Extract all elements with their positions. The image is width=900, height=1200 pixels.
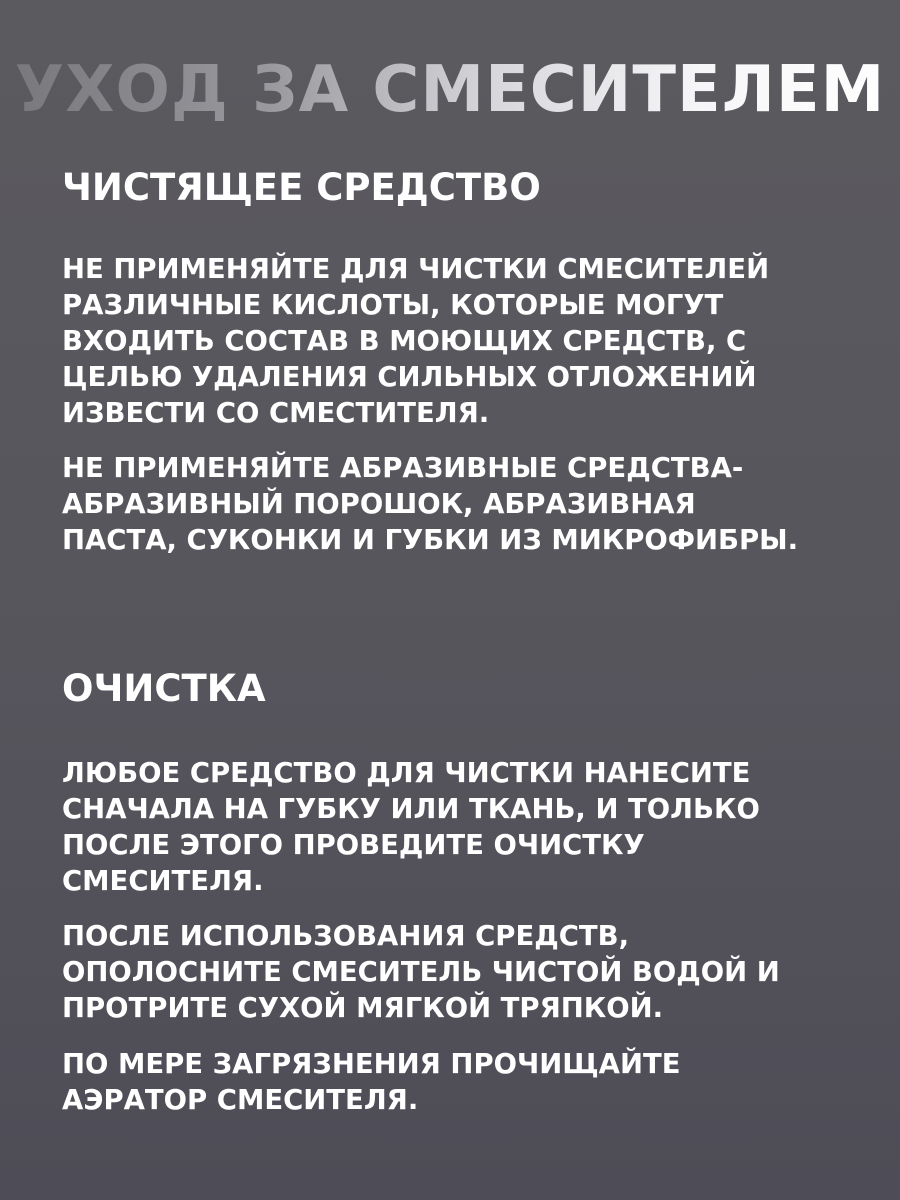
- text-line: ИЗВЕСТИ СО СМЕСТИТЕЛЯ.: [62, 397, 490, 429]
- page-title: УХОД ЗА СМЕСИТЕЛЕМ: [0, 48, 900, 132]
- text-line: ПОСЛЕ ИСПОЛЬЗОВАНИЯ СРЕДСТВ,: [62, 920, 630, 952]
- text-line: ПРОТРИТЕ СУХОЙ МЯГКОЙ ТРЯПКОЙ.: [62, 992, 664, 1024]
- text-line: НЕ ПРИМЕНЯЙТЕ ДЛЯ ЧИСТКИ СМЕСИТЕЛЕЙ: [62, 253, 770, 285]
- text-line: АБРАЗИВНЫЙ ПОРОШОК, АБРАЗИВНАЯ: [62, 488, 696, 520]
- paragraph-rinse-and-dry: [62, 918, 862, 1026]
- paragraph-clean-aerator: [62, 1046, 862, 1118]
- section-title-cleaning: ОЧИСТКА: [62, 667, 266, 710]
- text-line: НЕ ПРИМЕНЯЙТЕ АБРАЗИВНЫЕ СРЕДСТВА-: [62, 452, 744, 484]
- section-title-cleaning-agent: ЧИСТЯЩЕЕ СРЕДСТВО: [62, 166, 541, 209]
- paragraph-apply-to-sponge: [62, 755, 862, 899]
- text-line: СМЕСИТЕЛЯ.: [62, 865, 264, 897]
- text-line: ПАСТА, СУКОНКИ И ГУБКИ ИЗ МИКРОФИБРЫ.: [62, 524, 799, 556]
- text-line: АЭРАТОР СМЕСИТЕЛЯ.: [62, 1084, 419, 1116]
- text-line: СНАЧАЛА НА ГУБКУ ИЛИ ТКАНЬ, И ТОЛЬКО: [62, 793, 760, 825]
- text-line: ЛЮБОЕ СРЕДСТВО ДЛЯ ЧИСТКИ НАНЕСИТЕ: [62, 757, 751, 789]
- text-line: ПО МЕРЕ ЗАГРЯЗНЕНИЯ ПРОЧИЩАЙТЕ: [62, 1048, 681, 1080]
- text-line: ПОСЛЕ ЭТОГО ПРОВЕДИТЕ ОЧИСТКУ: [62, 829, 645, 861]
- paragraph-no-abrasives: [62, 450, 862, 558]
- text-line: ВХОДИТЬ СОСТАВ В МОЮЩИХ СРЕДСТВ, С: [62, 325, 747, 357]
- text-line: РАЗЛИЧНЫЕ КИСЛОТЫ, КОТОРЫЕ МОГУТ: [62, 289, 724, 321]
- paragraph-no-acids: [62, 251, 862, 431]
- text-line: ОПОЛОСНИТЕ СМЕСИТЕЛЬ ЧИСТОЙ ВОДОЙ И: [62, 956, 780, 988]
- text-line: ЦЕЛЬЮ УДАЛЕНИЯ СИЛЬНЫХ ОТЛОЖЕНИЙ: [62, 361, 757, 393]
